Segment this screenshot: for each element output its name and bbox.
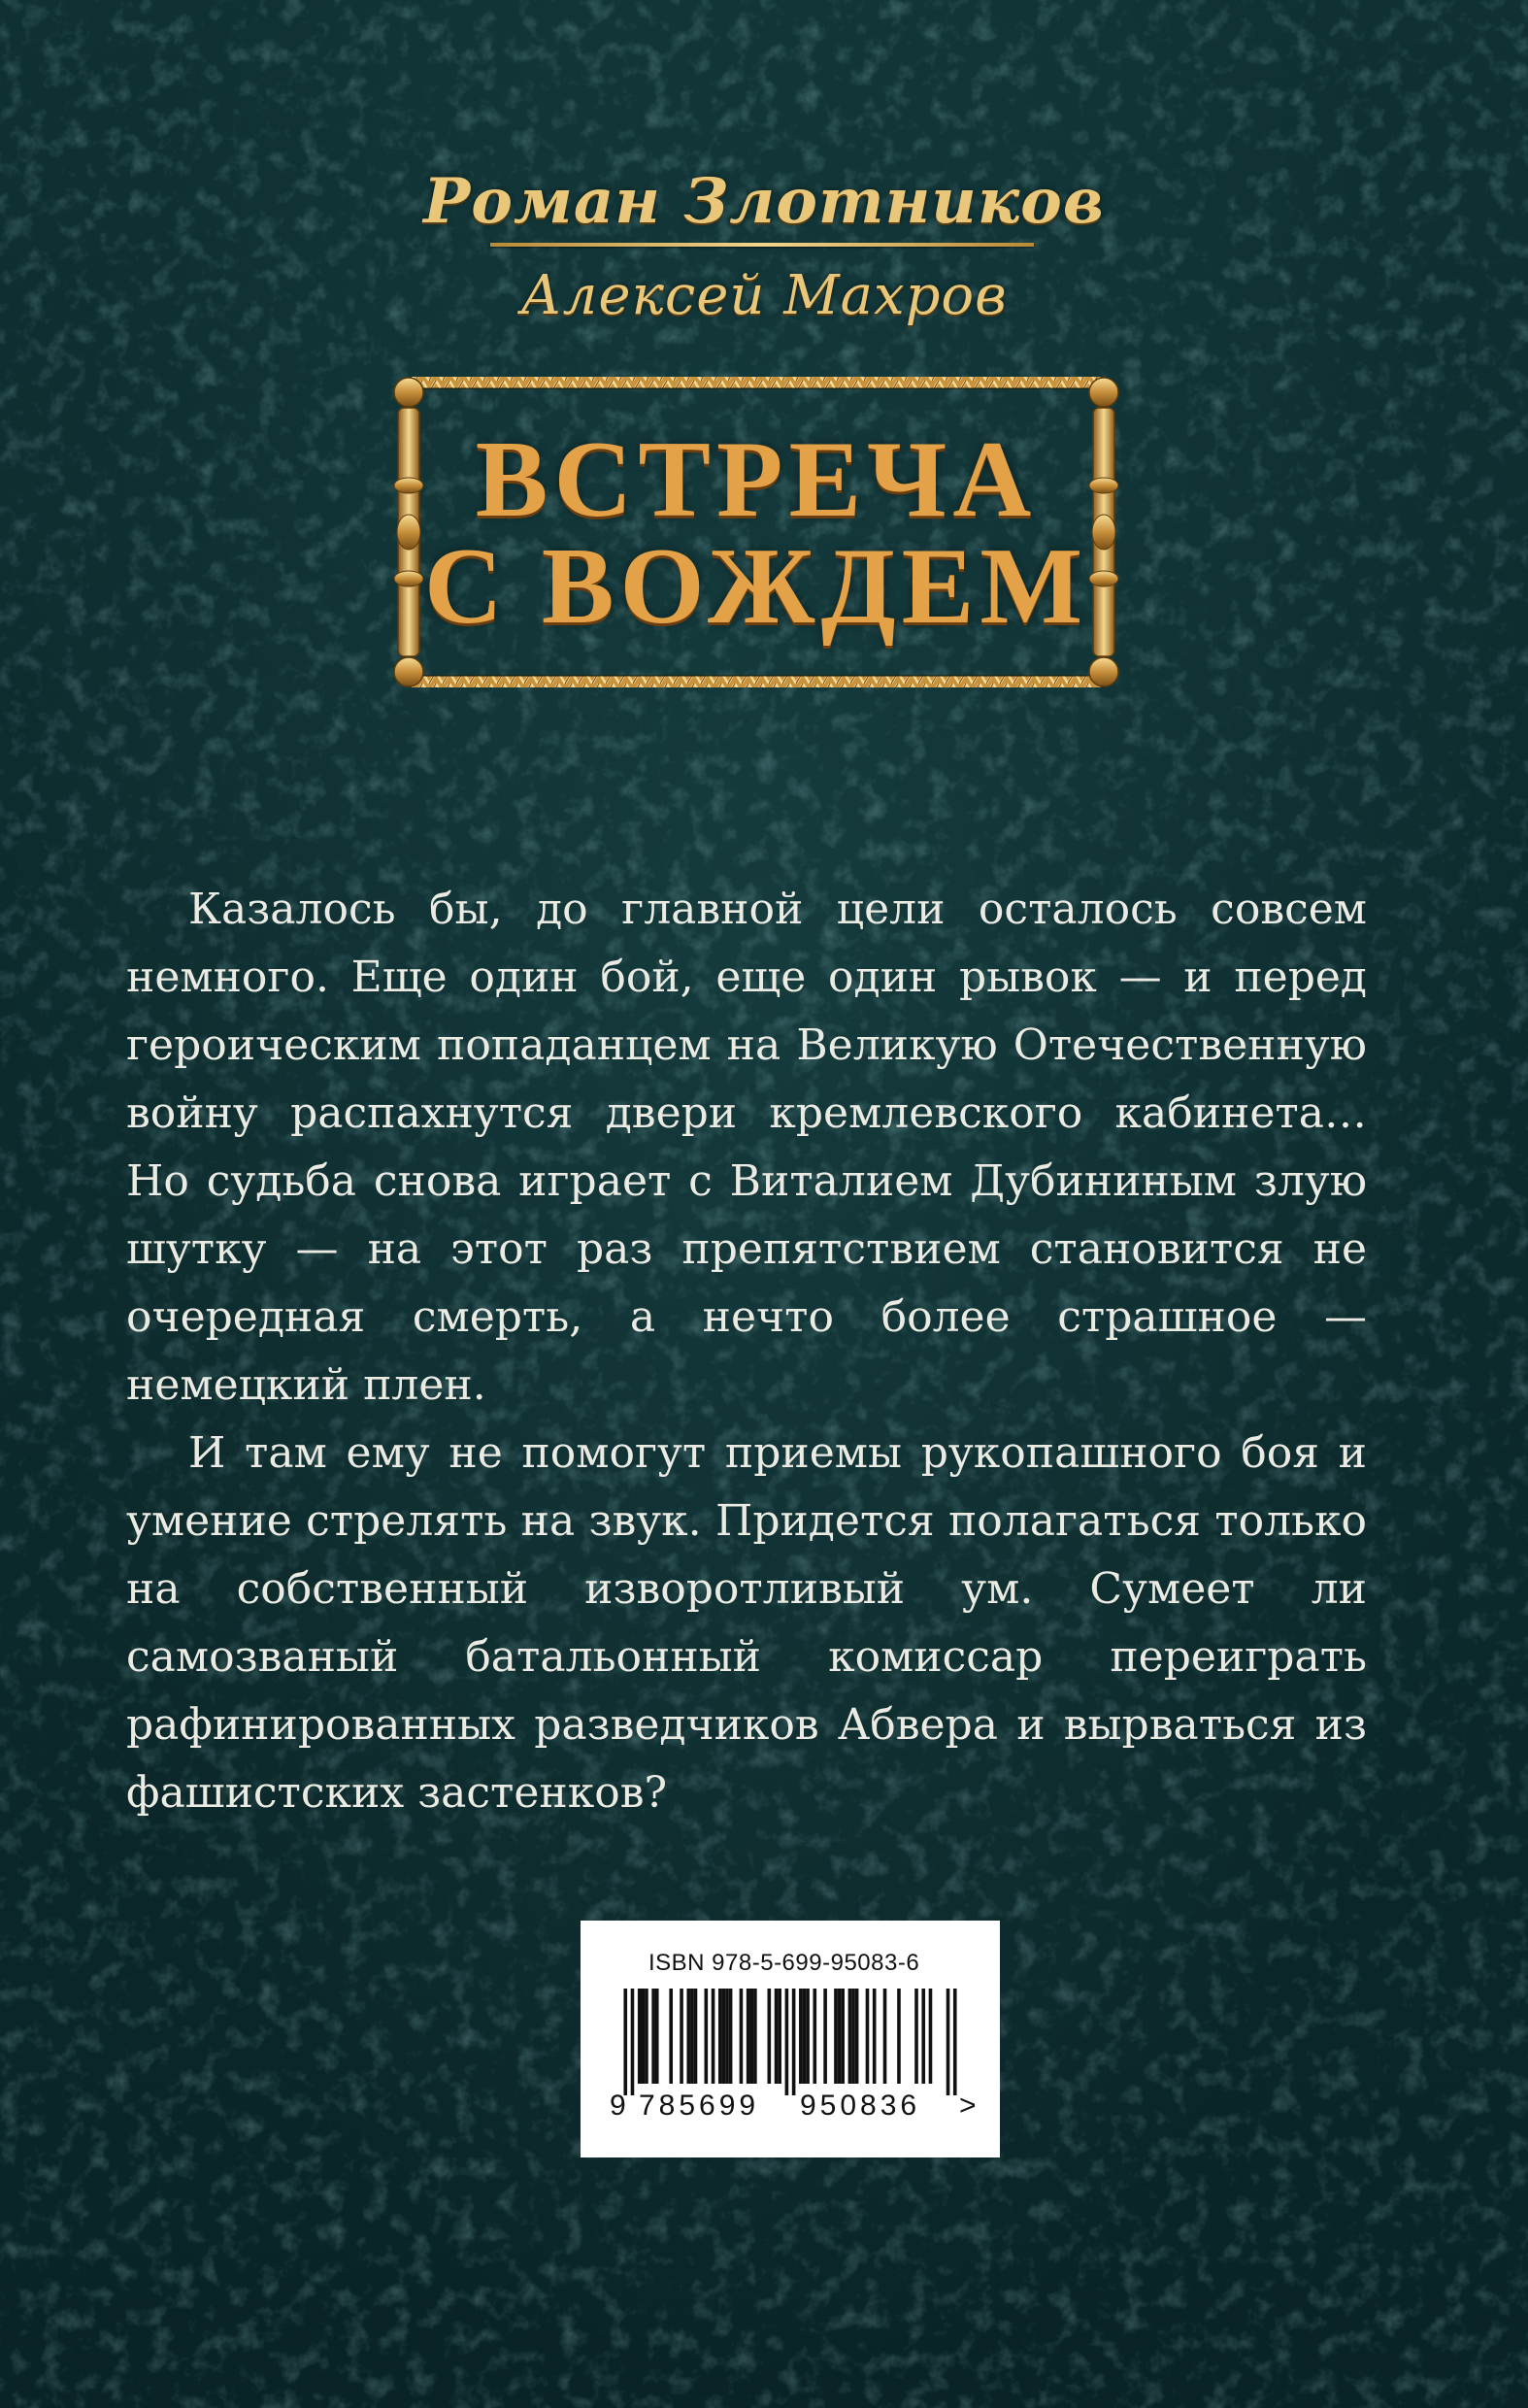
barcode-bar (873, 1989, 877, 2084)
barcode-bar (799, 1989, 803, 2084)
barcode-bar (785, 1989, 789, 2095)
barcode-bar (914, 1989, 918, 2084)
barcode-bar (813, 1989, 816, 2084)
barcode-bar (642, 1989, 646, 2084)
barcode-bar (680, 1989, 683, 2084)
barcode-bar (718, 1989, 722, 2084)
annotation-paragraph-2: И там ему не помогут приемы рукопашного боя и умение стрелять на звук. Придется полагаться только на собственный изворотливый ум. Сумеет ли самозваный батальонный комиссар переиграть рафинированных разведчиков Абвера и вырваться из фашистских застенков? (126, 1428, 1367, 1818)
isbn-number: ISBN 978-5-699-95083-6 (648, 1950, 920, 1976)
barcode-bar (953, 1989, 957, 2095)
barcode-right-group: 950836 (800, 2090, 921, 2122)
barcode-bar (929, 1989, 933, 2084)
barcode-bar (623, 1989, 627, 2095)
barcode-quiet-mark: > (959, 2090, 977, 2122)
barcode-bar (749, 1989, 753, 2084)
book-title-line-1: ВСТРЕЧА (475, 419, 1038, 540)
barcode-bar (655, 1989, 659, 2084)
barcode-bar (651, 1989, 655, 2084)
barcode-bars (610, 1989, 971, 2095)
barcode-bar (947, 1989, 950, 2095)
barcode-bar (722, 1989, 726, 2084)
book-title-line-2: С ВОЖДЕМ (423, 526, 1089, 647)
isbn-barcode-panel (581, 1921, 1000, 2157)
frame-top-rope (412, 377, 1101, 388)
barcode-bar (823, 1989, 827, 2084)
barcode-bar (686, 1989, 690, 2084)
barcode-left-group: 785699 (639, 2090, 760, 2122)
barcode-bar (838, 1989, 842, 2084)
barcode-bar (740, 1989, 744, 2084)
barcode-bar (897, 1989, 901, 2084)
author-name-2: Алексей Махров (520, 264, 1008, 327)
barcode-bar (725, 1989, 729, 2084)
barcode-bar (921, 1989, 925, 2084)
barcode-bar (883, 1989, 887, 2084)
barcode-bar (806, 1989, 810, 2084)
barcode-bar (866, 1989, 870, 2084)
barcode-bar (775, 1989, 779, 2084)
barcode-bar (753, 1989, 757, 2084)
barcode-bar (768, 1989, 772, 2084)
barcode-bar (848, 1989, 852, 2084)
annotation-text (126, 876, 1367, 1827)
barcode-bar (705, 1989, 709, 2084)
frame-bottom-rope (412, 676, 1101, 687)
barcode-bar (669, 1989, 673, 2084)
barcode-bar (851, 1989, 855, 2084)
barcode-digits (610, 2090, 988, 2128)
barcode-bar (690, 1989, 694, 2084)
barcode-bar (729, 1989, 733, 2084)
barcode-bar (792, 1989, 796, 2095)
barcode-bar (841, 1989, 845, 2084)
barcode-bar (645, 1989, 648, 2084)
barcode-bar (631, 1989, 635, 2095)
barcode-bar (712, 1989, 715, 2084)
barcode-bar (855, 1989, 859, 2084)
barcode-bar (638, 1989, 642, 2084)
barcode-bar (747, 1989, 750, 2084)
barcode-bar (803, 1989, 807, 2084)
author-divider-rule (490, 243, 1034, 247)
barcode-bar (778, 1989, 781, 2084)
annotation-paragraph-1: Казалось бы, до главной цели осталось совсем немного. Еще один бой, еще один рывок — и перед героическим попаданцем на Великую Отечественную войну распахнутся двери кремлевского кабинета… Но судьба снова играет с Виталием Дубининым злую шутку — на этот раз препятствием становится не очередная смерть, а нечто более страшное — немецкий плен. (126, 885, 1367, 1410)
author-name-1: Роман Злотников (423, 165, 1105, 238)
barcode-bar (834, 1989, 838, 2084)
barcode-first-digit: 9 (610, 2090, 626, 2122)
barcode-bar (694, 1989, 698, 2084)
